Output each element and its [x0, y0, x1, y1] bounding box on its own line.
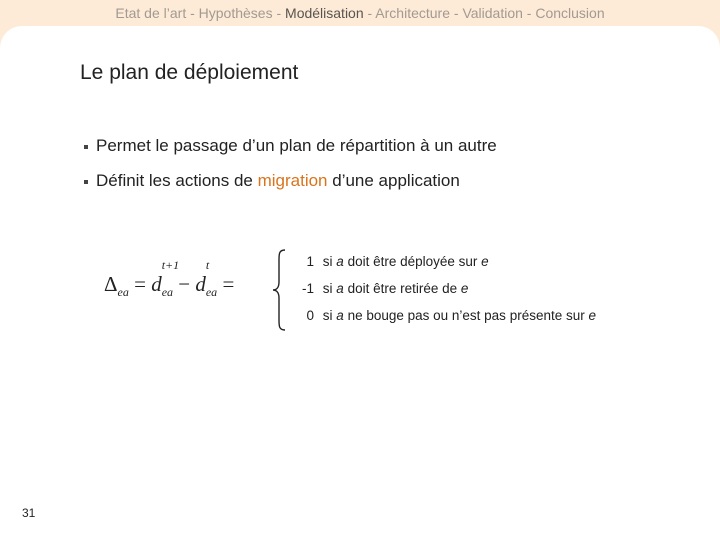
case-a: a [336, 308, 344, 323]
bullet-item [80, 136, 497, 171]
case-si: si [322, 254, 333, 269]
case-value: -1 [301, 281, 314, 296]
minus-sign: − [178, 272, 191, 296]
subscript-ea: ea [161, 285, 174, 299]
superscript-t: t [205, 258, 210, 272]
d-symbol: d [195, 272, 206, 296]
delta-formula [104, 258, 235, 300]
bullet-text: Permet le passage d’un plan de répartition à un autre [96, 136, 497, 155]
case-text: ne bouge pas ou n’est pas présente sur [347, 308, 585, 323]
bullet-item [80, 171, 497, 206]
case-a: a [336, 254, 344, 269]
case-si: si [322, 281, 333, 296]
nav-active-section: Modélisation [285, 5, 364, 21]
slide [0, 26, 720, 540]
left-brace-icon [270, 248, 290, 332]
nav-after: - Architecture - Validation - Conclusion [363, 5, 605, 21]
slide-title: Le plan de déploiement [80, 61, 299, 84]
delta-symbol: Δ [104, 272, 118, 296]
case-e: e [460, 281, 469, 296]
highlight-migration: migration [257, 171, 328, 190]
cases-list [294, 252, 596, 333]
case-value: 1 [306, 254, 314, 269]
case-text: doit être déployée sur [347, 254, 478, 269]
bullet-text-after: d’une application [327, 171, 460, 190]
case-row [294, 279, 596, 306]
case-a: a [336, 281, 344, 296]
case-row [294, 252, 596, 279]
subscript-ea: ea [205, 285, 218, 299]
equals-sign: = [134, 272, 146, 296]
subscript-ea: ea [117, 285, 129, 299]
bullet-square-icon [84, 145, 88, 149]
case-row [294, 306, 596, 333]
superscript-t-plus-1: t+1 [161, 258, 180, 272]
d-symbol: d [151, 272, 162, 296]
case-e: e [588, 308, 597, 323]
case-e: e [481, 254, 489, 269]
case-text: doit être retirée de [347, 281, 458, 296]
case-si: si [322, 308, 333, 323]
bullet-square-icon [84, 180, 88, 184]
case-value: 0 [306, 308, 314, 323]
section-nav [0, 0, 720, 26]
equals-sign: = [222, 272, 235, 296]
nav-before: Etat de l’art - Hypothèses - [115, 5, 286, 21]
page-number: 31 [22, 506, 36, 520]
bullet-list [80, 136, 497, 206]
bullet-text-before: Définit les actions de [96, 171, 258, 190]
